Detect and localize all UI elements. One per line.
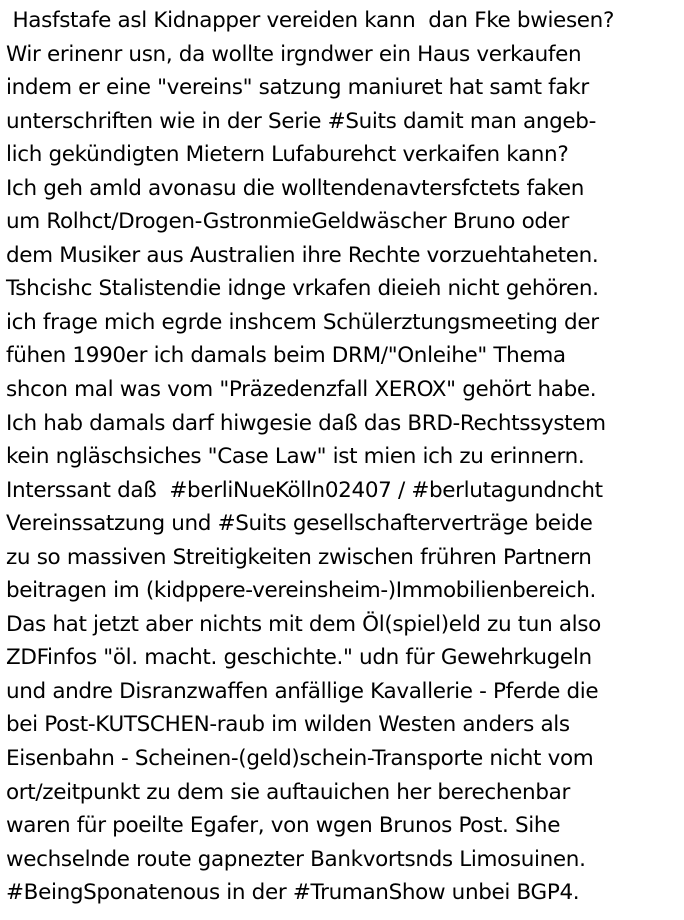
text-line: zu so massiven Streitigkeiten zwischen frühren Partnern [6, 544, 592, 570]
text-line: Tshcishc Stalistendie idnge vrkafen dieieh nicht gehören. [6, 276, 599, 302]
text-line: um Rolhct/Drogen-GstronmieGeldwäscher Bruno oder [6, 209, 570, 235]
text-line: beitragen im (kidppere-vereinsheim-)Immobilienbereich. [6, 578, 597, 604]
text-line: indem er eine "vereins" satzung maniuret hat samt fakr [6, 75, 589, 101]
text-line: #BeingSponatenous in der #TrumanShow unbei BGP4. [6, 880, 580, 906]
text-line: Eisenbahn - Scheinen-(geld)schein-Transporte nicht vom [6, 746, 594, 772]
text-line: shcon mal was vom "Präzedenzfall XEROX" gehört habe. [6, 377, 597, 403]
text-line: Wir erinenr usn, da wollte irgndwer ein Haus verkaufen [6, 41, 582, 67]
text-line: und andre Disranzwaffen anfällige Kavallerie - Pferde die [6, 678, 599, 704]
text-line: ich frage mich egrde inshcem Schülerztungsmeeting der [6, 309, 599, 335]
text-line: ZDFinfos "öl. macht. geschichte." udn für Gewehrkugeln [6, 645, 592, 671]
text-line: wechselnde route gapnezter Bankvortsnds Limosuinen. [6, 846, 586, 872]
text-line: Hasfstafe asl Kidnapper vereiden kann dan Fke bwiesen? [6, 8, 615, 33]
text-line: lich gekündigten Mietern Lufaburehct verkaifen kann? [6, 142, 569, 168]
text-line: kein ngläschsiches "Case Law" ist mien ich zu erinnern. [6, 444, 585, 470]
text-line: Ich geh amld avonasu die wolltendenavtersfctets faken [6, 175, 585, 201]
text-line: bei Post-KUTSCHEN-raub im wilden Westen anders als [6, 712, 570, 738]
text-line: ort/zeitpunkt zu dem sie auftauichen her berechenbar [6, 779, 570, 805]
text-line: Ich hab damals darf hiwgesie daß das BRD-Rechtssystem [6, 410, 606, 436]
text-line: unterschriften wie in der Serie #Suits damit man angeb- [6, 108, 597, 134]
text-line: dem Musiker aus Australien ihre Rechte vorzuehtaheten. [6, 242, 599, 268]
text-line: fühen 1990er ich damals beim DRM/"Onleihe" Thema [6, 343, 566, 369]
text-line: waren für poeilte Egafer, von wgen Brunos Post. Sihe [6, 813, 561, 839]
text-line: Das hat jetzt aber nichts mit dem Öl(spiel)eld zu tun also [6, 611, 601, 637]
text-line: Vereinssatzung und #Suits gesellschafterverträge beide [6, 511, 593, 537]
text-line: Interssant daß #berliNueKölln02407 / #berlutagundncht [6, 477, 603, 503]
